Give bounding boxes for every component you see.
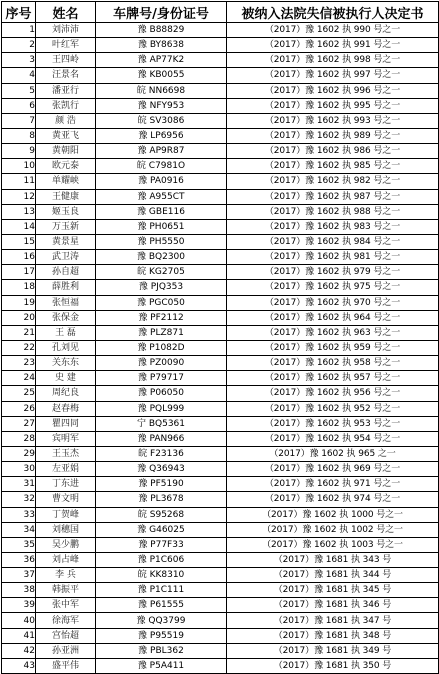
row-decision: （2017）豫 1602 执 996 号之一	[227, 83, 439, 98]
row-number: 35	[2, 537, 36, 552]
row-plate: 豫 QQ3799	[96, 613, 227, 628]
row-name: 王四岭	[36, 53, 96, 68]
row-decision: （2017）豫 1602 执 989 号之一	[227, 128, 439, 143]
row-plate: 豫 P77F33	[96, 537, 227, 552]
row-number: 21	[2, 325, 36, 340]
row-name: 单耀峡	[36, 174, 96, 189]
row-decision: （2017）豫 1602 执 993 号之一	[227, 113, 439, 128]
row-number: 4	[2, 68, 36, 83]
row-name: 武卫涛	[36, 250, 96, 265]
row-decision: （2017）豫 1681 执 346 号	[227, 598, 439, 613]
row-decision: （2017）豫 1681 执 347 号	[227, 613, 439, 628]
header-no: 序号	[2, 2, 36, 23]
row-name: 曹文明	[36, 492, 96, 507]
row-name: 潘亚行	[36, 83, 96, 98]
table-header-row	[2, 2, 439, 23]
row-plate: 豫 AP77K2	[96, 53, 227, 68]
row-decision: （2017）豫 1602 执 984 号之一	[227, 234, 439, 249]
header-decision: 被纳入法院失信被执行人决定书	[227, 2, 439, 23]
row-decision: （2017）豫 1602 执 958 号之一	[227, 356, 439, 371]
row-number: 6	[2, 98, 36, 113]
row-plate: 豫 A955CT	[96, 189, 227, 204]
table-row	[2, 250, 439, 265]
row-name: 孙自超	[36, 265, 96, 280]
table-row	[2, 643, 439, 658]
row-name: 史 建	[36, 371, 96, 386]
row-number: 16	[2, 250, 36, 265]
table-row	[2, 658, 439, 673]
row-number: 33	[2, 507, 36, 522]
row-plate: 豫 BY8638	[96, 38, 227, 53]
row-number: 30	[2, 462, 36, 477]
table-row	[2, 234, 439, 249]
table-row	[2, 38, 439, 53]
row-number: 8	[2, 128, 36, 143]
row-name: 盛平伟	[36, 658, 96, 673]
row-plate: 豫 PH5550	[96, 234, 227, 249]
table-row	[2, 128, 439, 143]
row-decision: （2017）豫 1602 执 964 号之一	[227, 310, 439, 325]
table-row	[2, 568, 439, 583]
row-decision: （2017）豫 1602 执 954 号之一	[227, 431, 439, 446]
row-name: 刘穗国	[36, 522, 96, 537]
row-decision: （2017）豫 1602 执 988 号之一	[227, 204, 439, 219]
table-row	[2, 431, 439, 446]
table-row	[2, 113, 439, 128]
row-number: 13	[2, 204, 36, 219]
row-plate: 豫 NFY953	[96, 98, 227, 113]
row-decision: （2017）豫 1602 执 971 号之一	[227, 477, 439, 492]
table-row	[2, 159, 439, 174]
row-decision: （2017）豫 1681 执 345 号	[227, 583, 439, 598]
row-plate: 豫 Q36943	[96, 462, 227, 477]
row-number: 20	[2, 310, 36, 325]
row-number: 9	[2, 144, 36, 159]
row-name: 张中军	[36, 598, 96, 613]
row-decision: （2017）豫 1602 执 990 号之一	[227, 23, 439, 38]
row-number: 32	[2, 492, 36, 507]
table-row	[2, 507, 439, 522]
row-name: 王健康	[36, 189, 96, 204]
row-decision: （2017）豫 1602 执 975 号之一	[227, 280, 439, 295]
row-decision: （2017）豫 1602 执 965 之一	[227, 446, 439, 461]
row-decision: （2017）豫 1602 执 986 号之一	[227, 144, 439, 159]
row-name: 赵春梅	[36, 401, 96, 416]
row-decision: （2017）豫 1602 执 970 号之一	[227, 295, 439, 310]
row-number: 34	[2, 522, 36, 537]
row-plate: 豫 P1C111	[96, 583, 227, 598]
row-name: 宾明军	[36, 431, 96, 446]
row-name: 张保金	[36, 310, 96, 325]
row-plate: 豫 PF5190	[96, 477, 227, 492]
row-name: 周纪良	[36, 386, 96, 401]
row-number: 29	[2, 446, 36, 461]
header-name: 姓名	[36, 2, 96, 23]
row-number: 36	[2, 552, 36, 567]
table-row	[2, 598, 439, 613]
row-plate: 豫 PH0651	[96, 219, 227, 234]
row-decision: （2017）豫 1602 执 987 号之一	[227, 189, 439, 204]
row-plate: 豫 GBE116	[96, 204, 227, 219]
table-row	[2, 477, 439, 492]
row-decision: （2017）豫 1602 执 957 号之一	[227, 371, 439, 386]
table-row	[2, 462, 439, 477]
row-plate: 皖 KG2705	[96, 265, 227, 280]
row-decision: （2017）豫 1602 执 969 号之一	[227, 462, 439, 477]
row-name: 黄亚飞	[36, 128, 96, 143]
row-number: 31	[2, 477, 36, 492]
row-name: 王玉杰	[36, 446, 96, 461]
table-row	[2, 310, 439, 325]
table-row	[2, 537, 439, 552]
header-plate: 车牌号/身份证号	[96, 2, 227, 23]
row-plate: 皖 S95268	[96, 507, 227, 522]
row-name: 汪景名	[36, 68, 96, 83]
table-row	[2, 628, 439, 643]
row-number: 39	[2, 598, 36, 613]
row-decision: （2017）豫 1602 执 982 号之一	[227, 174, 439, 189]
table-row	[2, 280, 439, 295]
row-decision: （2017）豫 1602 执 1002 号之一	[227, 522, 439, 537]
table-row	[2, 446, 439, 461]
row-plate: 豫 PF2112	[96, 310, 227, 325]
row-plate: 豫 P1082D	[96, 340, 227, 355]
defaulter-table	[1, 1, 439, 674]
row-name: 张恒福	[36, 295, 96, 310]
table-row	[2, 98, 439, 113]
row-name: 张凯行	[36, 98, 96, 113]
table-row	[2, 23, 439, 38]
row-number: 26	[2, 401, 36, 416]
table-row	[2, 371, 439, 386]
row-decision: （2017）豫 1602 执 1003 号之一	[227, 537, 439, 552]
row-decision: （2017）豫 1602 执 985 号之一	[227, 159, 439, 174]
table-row	[2, 219, 439, 234]
table-row	[2, 401, 439, 416]
row-plate: 皖 SV3086	[96, 113, 227, 128]
table-row	[2, 325, 439, 340]
row-number: 43	[2, 658, 36, 673]
row-plate: 豫 P5A411	[96, 658, 227, 673]
table-row	[2, 189, 439, 204]
row-number: 14	[2, 219, 36, 234]
row-plate: 豫 PQL999	[96, 401, 227, 416]
row-name: 薛胜利	[36, 280, 96, 295]
row-decision: （2017）豫 1602 执 983 号之一	[227, 219, 439, 234]
row-decision: （2017）豫 1602 执 956 号之一	[227, 386, 439, 401]
row-plate: 豫 PA0916	[96, 174, 227, 189]
row-decision: （2017）豫 1602 执 981 号之一	[227, 250, 439, 265]
row-number: 5	[2, 83, 36, 98]
table-row	[2, 613, 439, 628]
row-name: 丁东进	[36, 477, 96, 492]
row-number: 7	[2, 113, 36, 128]
row-plate: 豫 P06050	[96, 386, 227, 401]
row-number: 2	[2, 38, 36, 53]
row-decision: （2017）豫 1602 执 953 号之一	[227, 416, 439, 431]
row-plate: 皖 KK8310	[96, 568, 227, 583]
row-name: 刘沛沛	[36, 23, 96, 38]
row-number: 37	[2, 568, 36, 583]
table-row	[2, 83, 439, 98]
table-row	[2, 552, 439, 567]
row-plate: 皖 C7981O	[96, 159, 227, 174]
row-decision: （2017）豫 1602 执 995 号之一	[227, 98, 439, 113]
row-plate: 豫 PGC050	[96, 295, 227, 310]
row-decision: （2017）豫 1681 执 350 号	[227, 658, 439, 673]
row-number: 23	[2, 356, 36, 371]
row-decision: （2017）豫 1602 执 979 号之一	[227, 265, 439, 280]
row-name: 欧元泰	[36, 159, 96, 174]
row-name: 姬玉良	[36, 204, 96, 219]
row-decision: （2017）豫 1681 执 348 号	[227, 628, 439, 643]
row-name: 孔刘见	[36, 340, 96, 355]
row-plate: 豫 BQ2300	[96, 250, 227, 265]
row-name: 瞿四同	[36, 416, 96, 431]
table-row	[2, 265, 439, 280]
row-plate: 宁 BQ5361	[96, 416, 227, 431]
row-number: 27	[2, 416, 36, 431]
row-plate: 豫 AP9R87	[96, 144, 227, 159]
row-plate: 豫 LP6956	[96, 128, 227, 143]
row-number: 40	[2, 613, 36, 628]
table-row	[2, 53, 439, 68]
row-number: 42	[2, 643, 36, 658]
table-row	[2, 68, 439, 83]
row-plate: 豫 B88829	[96, 23, 227, 38]
row-plate: 豫 P79717	[96, 371, 227, 386]
row-number: 41	[2, 628, 36, 643]
row-name: 李 兵	[36, 568, 96, 583]
row-number: 24	[2, 371, 36, 386]
table-row	[2, 416, 439, 431]
row-name: 宫怡超	[36, 628, 96, 643]
row-decision: （2017）豫 1602 执 991 号之一	[227, 38, 439, 53]
row-name: 黄朝阳	[36, 144, 96, 159]
row-name: 王 磊	[36, 325, 96, 340]
row-decision: （2017）豫 1681 执 349 号	[227, 643, 439, 658]
row-name: 吴少鹏	[36, 537, 96, 552]
row-plate: 豫 PBL362	[96, 643, 227, 658]
row-number: 17	[2, 265, 36, 280]
row-plate: 豫 PLZ871	[96, 325, 227, 340]
row-number: 11	[2, 174, 36, 189]
row-name: 颜 浩	[36, 113, 96, 128]
row-decision: （2017）豫 1602 执 959 号之一	[227, 340, 439, 355]
table-row	[2, 295, 439, 310]
row-name: 徐海军	[36, 613, 96, 628]
row-plate: 豫 PAN966	[96, 431, 227, 446]
row-name: 关东东	[36, 356, 96, 371]
table-row	[2, 522, 439, 537]
row-number: 18	[2, 280, 36, 295]
row-number: 28	[2, 431, 36, 446]
row-name: 黄景星	[36, 234, 96, 249]
row-plate: 豫 KB0055	[96, 68, 227, 83]
row-number: 15	[2, 234, 36, 249]
row-number: 3	[2, 53, 36, 68]
row-number: 25	[2, 386, 36, 401]
row-decision: （2017）豫 1681 执 344 号	[227, 568, 439, 583]
row-number: 22	[2, 340, 36, 355]
row-number: 12	[2, 189, 36, 204]
table-row	[2, 583, 439, 598]
row-decision: （2017）豫 1602 执 952 号之一	[227, 401, 439, 416]
row-plate: 豫 G46025	[96, 522, 227, 537]
row-name: 丁贺峰	[36, 507, 96, 522]
table-row	[2, 340, 439, 355]
table-row	[2, 144, 439, 159]
row-number: 10	[2, 159, 36, 174]
table-row	[2, 356, 439, 371]
row-number: 38	[2, 583, 36, 598]
table-body	[2, 23, 439, 674]
row-name: 万玉新	[36, 219, 96, 234]
row-plate: 皖 NN6698	[96, 83, 227, 98]
row-decision: （2017）豫 1602 执 997 号之一	[227, 68, 439, 83]
row-name: 叶红军	[36, 38, 96, 53]
row-plate: 豫 P95519	[96, 628, 227, 643]
table-row	[2, 174, 439, 189]
row-number: 1	[2, 23, 36, 38]
table-row	[2, 204, 439, 219]
row-plate: 豫 P1C606	[96, 552, 227, 567]
row-plate: 皖 F23136	[96, 446, 227, 461]
row-decision: （2017）豫 1681 执 343 号	[227, 552, 439, 567]
row-plate: 豫 PL3678	[96, 492, 227, 507]
row-number: 19	[2, 295, 36, 310]
row-name: 孙亚洲	[36, 643, 96, 658]
row-name: 韩振平	[36, 583, 96, 598]
row-decision: （2017）豫 1602 执 963 号之一	[227, 325, 439, 340]
row-plate: 豫 PZ0090	[96, 356, 227, 371]
row-plate: 豫 P61555	[96, 598, 227, 613]
row-decision: （2017）豫 1602 执 974 号之一	[227, 492, 439, 507]
row-decision: （2017）豫 1602 执 998 号之一	[227, 53, 439, 68]
table-row	[2, 492, 439, 507]
row-plate: 豫 PJQ353	[96, 280, 227, 295]
row-name: 刘占峰	[36, 552, 96, 567]
row-name: 左亚娟	[36, 462, 96, 477]
table-row	[2, 386, 439, 401]
row-decision: （2017）豫 1602 执 1000 号之一	[227, 507, 439, 522]
